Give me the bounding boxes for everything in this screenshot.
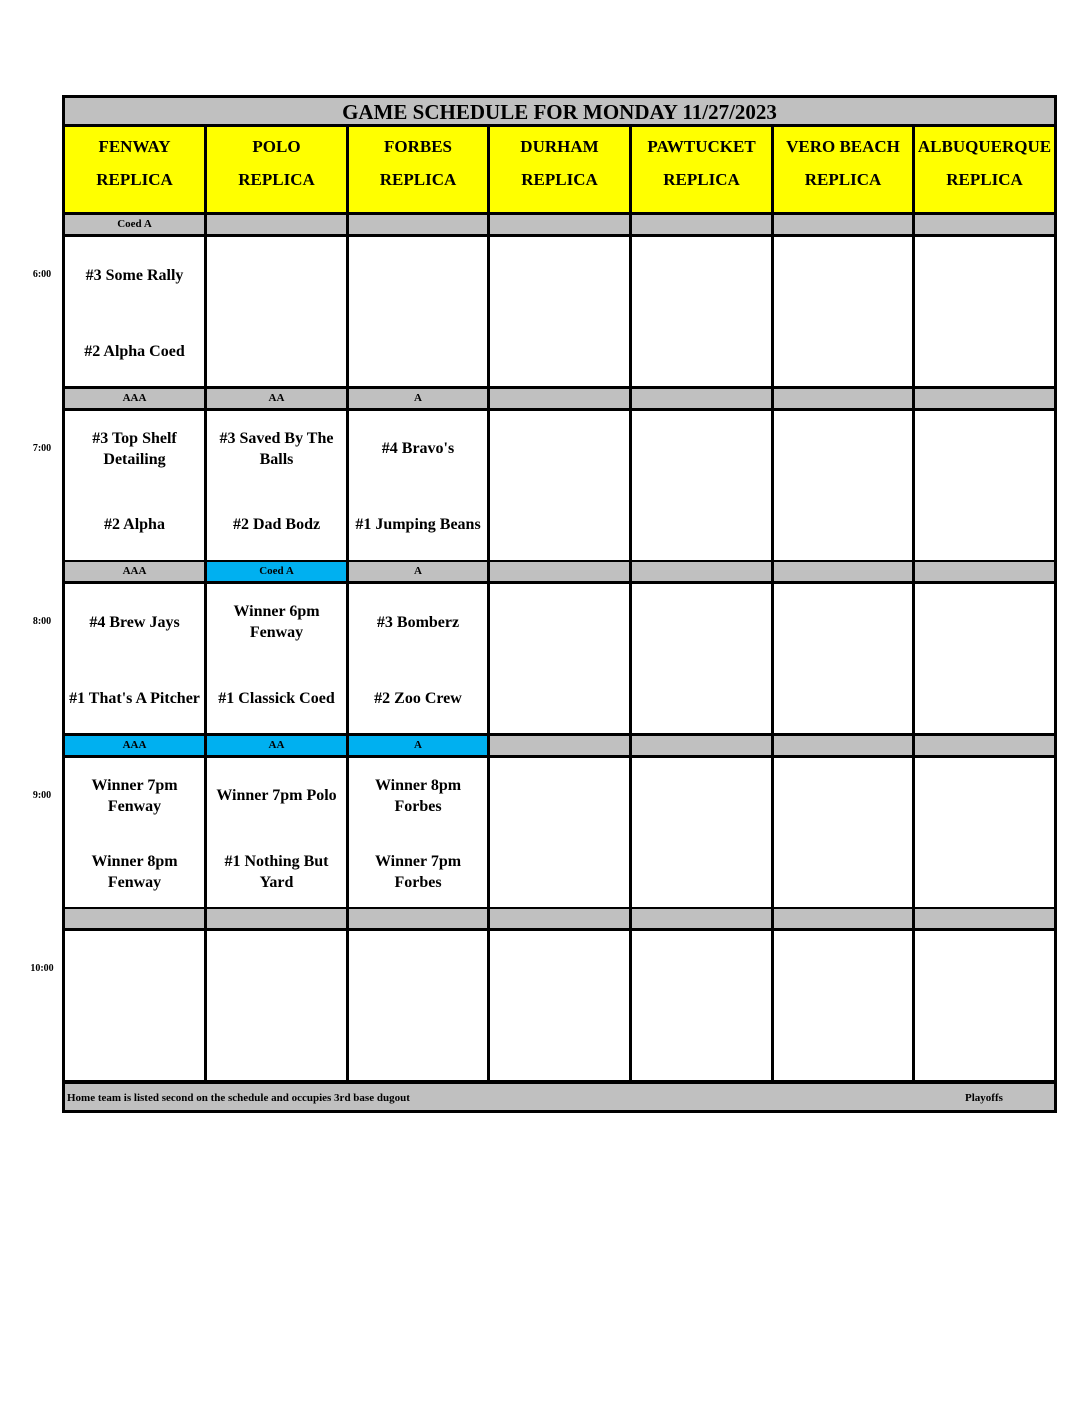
division-label: [771, 736, 915, 758]
away-team: [634, 945, 769, 993]
home-team: [917, 501, 1052, 549]
game-cell: [204, 758, 349, 910]
away-team: [492, 598, 627, 646]
time-label: 6:00: [32, 269, 52, 280]
division-label: [204, 215, 349, 237]
field-subtitle: REPLICA: [96, 170, 173, 189]
game-cell: [629, 411, 774, 563]
division-label: [912, 736, 1057, 758]
home-team: #2 Alpha Coed: [84, 342, 185, 360]
game-cell: [912, 237, 1057, 389]
division-label: [912, 909, 1057, 931]
field-name: PAWTUCKET: [647, 137, 756, 156]
home-team: [492, 674, 627, 722]
game-cell: [629, 931, 774, 1083]
game-cell: [62, 931, 207, 1083]
game-cell: [629, 584, 774, 736]
away-team: Winner 6pm Fenway: [233, 603, 320, 641]
away-team: [634, 772, 769, 820]
game-cell: [629, 237, 774, 389]
away-team: [917, 945, 1052, 993]
game-cell: [62, 237, 207, 389]
game-cell: [204, 931, 349, 1083]
away-team: [776, 598, 910, 646]
home-team: #2 Dad Bodz: [232, 516, 321, 533]
game-cell: [204, 411, 349, 563]
game-cell: [487, 758, 632, 910]
division-label: A: [346, 562, 490, 584]
away-team: [917, 598, 1052, 646]
schedule-footer: [62, 1081, 1057, 1113]
field-name: POLO: [252, 137, 301, 156]
home-team: [634, 501, 769, 549]
home-team: [209, 327, 344, 375]
away-team: [67, 945, 202, 993]
field-subtitle: REPLICA: [379, 170, 457, 189]
game-cell: [62, 411, 207, 563]
division-label: [912, 389, 1057, 411]
game-cell: [204, 584, 349, 736]
home-team: #2 Zoo Crew: [374, 689, 462, 707]
game-cell: [346, 758, 490, 910]
home-team: [776, 501, 910, 549]
division-label: AAA: [62, 389, 207, 411]
division-label: AAA: [62, 562, 207, 584]
away-team: [776, 945, 910, 993]
division-label: [629, 909, 774, 931]
field-header-pawtucket: [629, 127, 774, 215]
field-name: FENWAY: [98, 137, 171, 156]
away-team: [492, 251, 627, 299]
footer-label: Playoffs: [965, 1092, 1003, 1104]
division-label: [487, 562, 632, 584]
home-team: [634, 848, 769, 896]
division-label: [487, 909, 632, 931]
division-label: [346, 215, 490, 237]
away-team: #3 Saved By The Balls: [219, 429, 334, 468]
home-team: [351, 327, 485, 375]
away-team: [634, 425, 769, 473]
division-label: [629, 389, 774, 411]
away-team: #3 Top Shelf Detailing: [92, 429, 177, 468]
home-team: [776, 848, 910, 896]
division-label: [629, 215, 774, 237]
home-team: #2 Alpha: [104, 516, 165, 533]
game-cell: [771, 411, 915, 563]
field-header-polo: [204, 127, 349, 215]
field-header-albuquerque: [912, 127, 1057, 215]
game-cell: [62, 584, 207, 736]
game-cell: [346, 411, 490, 563]
game-cell: [346, 584, 490, 736]
schedule-title: GAME SCHEDULE FOR MONDAY 11/27/2023: [62, 95, 1057, 127]
division-label: [629, 562, 774, 584]
game-cell: [771, 584, 915, 736]
away-team: #3 Some Rally: [85, 266, 184, 284]
home-team: Winner 7pm Forbes: [374, 852, 462, 891]
division-label: Coed A: [204, 562, 349, 584]
field-subtitle: REPLICA: [804, 170, 882, 189]
field-subtitle: REPLICA: [946, 170, 1023, 189]
division-label: Coed A: [62, 215, 207, 237]
game-cell: [629, 758, 774, 910]
home-team: [492, 501, 627, 549]
home-team: [776, 327, 910, 375]
home-team: [917, 674, 1052, 722]
division-label: [204, 909, 349, 931]
home-team: [917, 848, 1052, 896]
home-team: [634, 1021, 769, 1069]
division-label: [62, 909, 207, 931]
division-label: [771, 215, 915, 237]
game-cell: [912, 758, 1057, 910]
time-label: 7:00: [32, 442, 52, 454]
field-subtitle: REPLICA: [663, 170, 740, 189]
time-label: 10:00: [30, 963, 54, 974]
game-cell: [62, 758, 207, 910]
away-team: Winner 7pm Fenway: [91, 776, 178, 815]
division-label: [487, 215, 632, 237]
home-team: [776, 1021, 910, 1069]
division-label: [771, 909, 915, 931]
division-label: AA: [204, 389, 349, 411]
game-cell: [912, 584, 1057, 736]
time-label: 8:00: [32, 616, 52, 627]
away-team: Winner 7pm Polo: [216, 787, 337, 804]
field-header-vero-beach: [771, 127, 915, 215]
home-team: [209, 1021, 344, 1069]
home-team: [917, 1021, 1052, 1069]
away-team: [776, 425, 910, 473]
field-name: VERO BEACH: [786, 137, 900, 156]
away-team: [351, 251, 485, 299]
away-team: [917, 251, 1052, 299]
game-cell: [912, 931, 1057, 1083]
away-team: [492, 945, 627, 993]
away-team: [492, 772, 627, 820]
game-cell: [771, 237, 915, 389]
footer-note: Home team is listed second on the schedule and occupies 3rd base dugout: [67, 1092, 410, 1104]
home-team: [634, 674, 769, 722]
home-team: [67, 1021, 202, 1069]
away-team: [209, 251, 344, 299]
away-team: [634, 251, 769, 299]
game-cell: [487, 237, 632, 389]
field-name: ALBUQUERQUE: [917, 137, 1052, 156]
away-team: [351, 945, 485, 993]
away-team: #4 Bravo's: [381, 440, 455, 457]
away-team: #3 Bomberz: [376, 613, 460, 631]
game-cell: [771, 931, 915, 1083]
game-cell: [346, 237, 490, 389]
home-team: Winner 8pm Fenway: [91, 852, 178, 891]
game-cell: [204, 237, 349, 389]
away-team: Winner 8pm Forbes: [374, 776, 462, 815]
home-team: #1 Classick Coed: [218, 689, 335, 707]
away-team: [917, 772, 1052, 820]
home-team: #1 Jumping Beans: [355, 516, 481, 533]
field-subtitle: REPLICA: [521, 170, 598, 189]
home-team: [776, 674, 910, 722]
away-team: [776, 772, 910, 820]
division-label: [771, 562, 915, 584]
field-header-forbes: [346, 127, 490, 215]
game-cell: [771, 758, 915, 910]
away-team: [492, 425, 627, 473]
division-label: [346, 909, 490, 931]
home-team: [492, 1021, 627, 1069]
field-name: DURHAM: [520, 137, 599, 156]
field-name: FORBES: [383, 137, 453, 156]
game-cell: [487, 584, 632, 736]
away-team: #4 Brew Jays: [89, 613, 180, 631]
home-team: #1 Nothing But Yard: [224, 852, 329, 891]
division-label: [487, 736, 632, 758]
away-team: [209, 945, 344, 993]
home-team: [351, 1021, 485, 1069]
division-label: [629, 736, 774, 758]
division-label: AA: [204, 736, 349, 758]
division-label: AAA: [62, 736, 207, 758]
game-cell: [346, 931, 490, 1083]
home-team: [492, 327, 627, 375]
field-subtitle: REPLICA: [238, 170, 315, 189]
away-team: [776, 251, 910, 299]
division-label: [771, 389, 915, 411]
game-cell: [487, 411, 632, 563]
time-label: 9:00: [32, 789, 52, 801]
away-team: [917, 425, 1052, 473]
game-cell: [487, 931, 632, 1083]
home-team: [634, 327, 769, 375]
division-label: [912, 215, 1057, 237]
home-team: #1 That's A Pitcher: [69, 689, 200, 707]
field-header-durham: [487, 127, 632, 215]
home-team: [917, 327, 1052, 375]
game-cell: [912, 411, 1057, 563]
home-team: [492, 848, 627, 896]
division-label: [912, 562, 1057, 584]
division-label: A: [346, 389, 490, 411]
division-label: A: [346, 736, 490, 758]
away-team: [634, 598, 769, 646]
field-header-fenway: [62, 127, 207, 215]
division-label: [487, 389, 632, 411]
